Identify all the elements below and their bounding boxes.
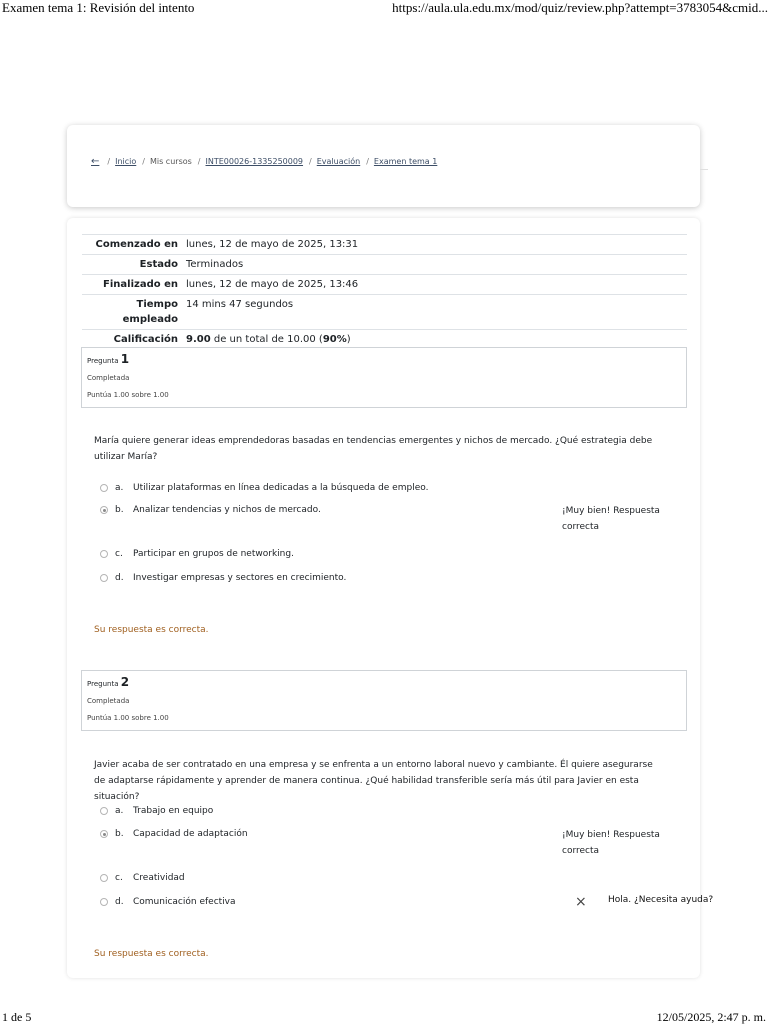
- question-outcome: Su respuesta es correcta.: [94, 625, 209, 635]
- option-text: Participar en grupos de networking.: [133, 549, 294, 559]
- question-state: Completada: [87, 374, 130, 382]
- summary-row: [82, 235, 687, 255]
- breadcrumb: [91, 156, 437, 167]
- answer-option[interactable]: [100, 806, 213, 816]
- question-prefix: Pregunta: [87, 357, 121, 365]
- summary-label: Finalizado en: [82, 275, 182, 295]
- question-text: María quiere generar ideas emprendedoras basadas en tendencias emergentes y nichos de mercado. ¿Qué estrategia debe utilizar María?: [94, 436, 653, 462]
- question-info-box: [81, 347, 687, 408]
- summary-value: 14 mins 47 segundos: [182, 295, 687, 330]
- breadcrumb-evaluacion[interactable]: Evaluación: [316, 157, 361, 166]
- answer-option[interactable]: [100, 897, 236, 907]
- radio-button[interactable]: [100, 874, 108, 882]
- grade-total: de un total de 10.00 (: [210, 334, 323, 345]
- option-text: Capacidad de adaptación: [133, 829, 248, 839]
- answer-option[interactable]: [100, 549, 294, 559]
- back-arrow-icon[interactable]: ←: [91, 156, 100, 167]
- option-letter: d.: [115, 573, 124, 583]
- summary-value: lunes, 12 de mayo de 2025, 13:46: [182, 275, 687, 295]
- header-divider: [700, 169, 708, 170]
- option-text: Utilizar plataformas en línea dedicadas a la búsqueda de empleo.: [133, 483, 429, 493]
- option-letter: a.: [115, 483, 124, 493]
- breadcrumb-separator: /: [197, 157, 201, 166]
- radio-button[interactable]: [100, 807, 108, 815]
- attempt-summary-table: [82, 234, 687, 350]
- radio-button-checked[interactable]: [100, 506, 108, 514]
- breadcrumb-separator: /: [107, 157, 111, 166]
- page-header-card: [67, 125, 700, 207]
- chat-close-icon[interactable]: ×: [575, 894, 587, 910]
- question-number: [87, 352, 129, 366]
- chat-help-prompt[interactable]: Hola. ¿Necesita ayuda?: [608, 895, 714, 905]
- question-prefix: Pregunta: [87, 680, 121, 688]
- option-text: Analizar tendencias y nichos de mercado.: [133, 505, 321, 515]
- summary-row: [82, 255, 687, 275]
- question-text: Javier acaba de ser contratado en una empresa y se enfrenta a un entorno laboral nuevo y cambiante. Él quiere asegurarse de adaptarse rápidamente y aprender de manera continua. ¿Qué habilidad transferible sería más útil para Javier en esta situación?: [94, 760, 653, 802]
- breadcrumb-separator: /: [366, 157, 369, 166]
- summary-label: Calificación: [82, 330, 182, 350]
- summary-row: [82, 275, 687, 295]
- print-page-number: 1 de 5: [2, 1010, 32, 1024]
- option-text: Trabajo en equipo: [133, 806, 214, 816]
- option-letter: a.: [115, 806, 124, 816]
- option-letter: d.: [115, 897, 124, 907]
- summary-label: Tiempo empleado: [82, 295, 182, 330]
- breadcrumb-course[interactable]: INTE00026-1335250009: [205, 157, 304, 166]
- grade-close: ): [346, 334, 351, 345]
- summary-value: Terminados: [182, 255, 687, 275]
- grade-score: 9.00: [186, 334, 211, 345]
- question-outcome: Su respuesta es correcta.: [94, 949, 209, 959]
- question-number-value: 1: [120, 352, 130, 366]
- answer-option[interactable]: [100, 873, 185, 883]
- answer-option[interactable]: [100, 573, 346, 583]
- breadcrumb-separator: /: [309, 157, 312, 166]
- option-text: Comunicación efectiva: [133, 897, 236, 907]
- answer-option-selected[interactable]: [100, 505, 321, 515]
- print-page-title: Examen tema 1: Revisión del intento: [2, 0, 195, 15]
- summary-label: Comenzado en: [82, 235, 182, 255]
- answer-option[interactable]: [100, 483, 428, 493]
- breadcrumb-exam[interactable]: Examen tema 1: [373, 157, 438, 166]
- option-text: Creatividad: [133, 873, 185, 883]
- radio-button[interactable]: [100, 898, 108, 906]
- print-page-url: https://aula.ula.edu.mx/mod/quiz/review.php?attempt=3783054&cmid...: [392, 0, 768, 15]
- question-number-value: 2: [120, 675, 130, 689]
- question-number: [87, 675, 129, 689]
- question-grade: Puntúa 1.00 sobre 1.00: [87, 391, 169, 399]
- radio-button[interactable]: [100, 574, 108, 582]
- breadcrumb-separator: /: [142, 157, 145, 166]
- option-letter: b.: [115, 505, 124, 515]
- breadcrumb-inicio[interactable]: Inicio: [115, 157, 137, 166]
- answer-feedback: ¡Muy bien! Respuesta correcta: [562, 830, 660, 856]
- answer-option-selected[interactable]: [100, 829, 248, 839]
- question-info-box: [81, 670, 687, 731]
- breadcrumb-mis-cursos: Mis cursos: [149, 157, 192, 166]
- radio-button[interactable]: [100, 484, 108, 492]
- answer-feedback: ¡Muy bien! Respuesta correcta: [562, 506, 660, 532]
- option-letter: c.: [115, 873, 123, 883]
- radio-button[interactable]: [100, 550, 108, 558]
- option-letter: b.: [115, 829, 124, 839]
- summary-label: Estado: [82, 255, 182, 275]
- option-text: Investigar empresas y sectores en crecimiento.: [133, 573, 347, 583]
- grade-percent: 90%: [322, 334, 347, 345]
- option-letter: c.: [115, 549, 123, 559]
- radio-button-checked[interactable]: [100, 830, 108, 838]
- summary-row: [82, 295, 687, 330]
- question-state: Completada: [87, 697, 130, 705]
- summary-value: lunes, 12 de mayo de 2025, 13:31: [182, 235, 687, 255]
- print-datetime: 12/05/2025, 2:47 p. m.: [656, 1010, 766, 1024]
- question-grade: Puntúa 1.00 sobre 1.00: [87, 714, 169, 722]
